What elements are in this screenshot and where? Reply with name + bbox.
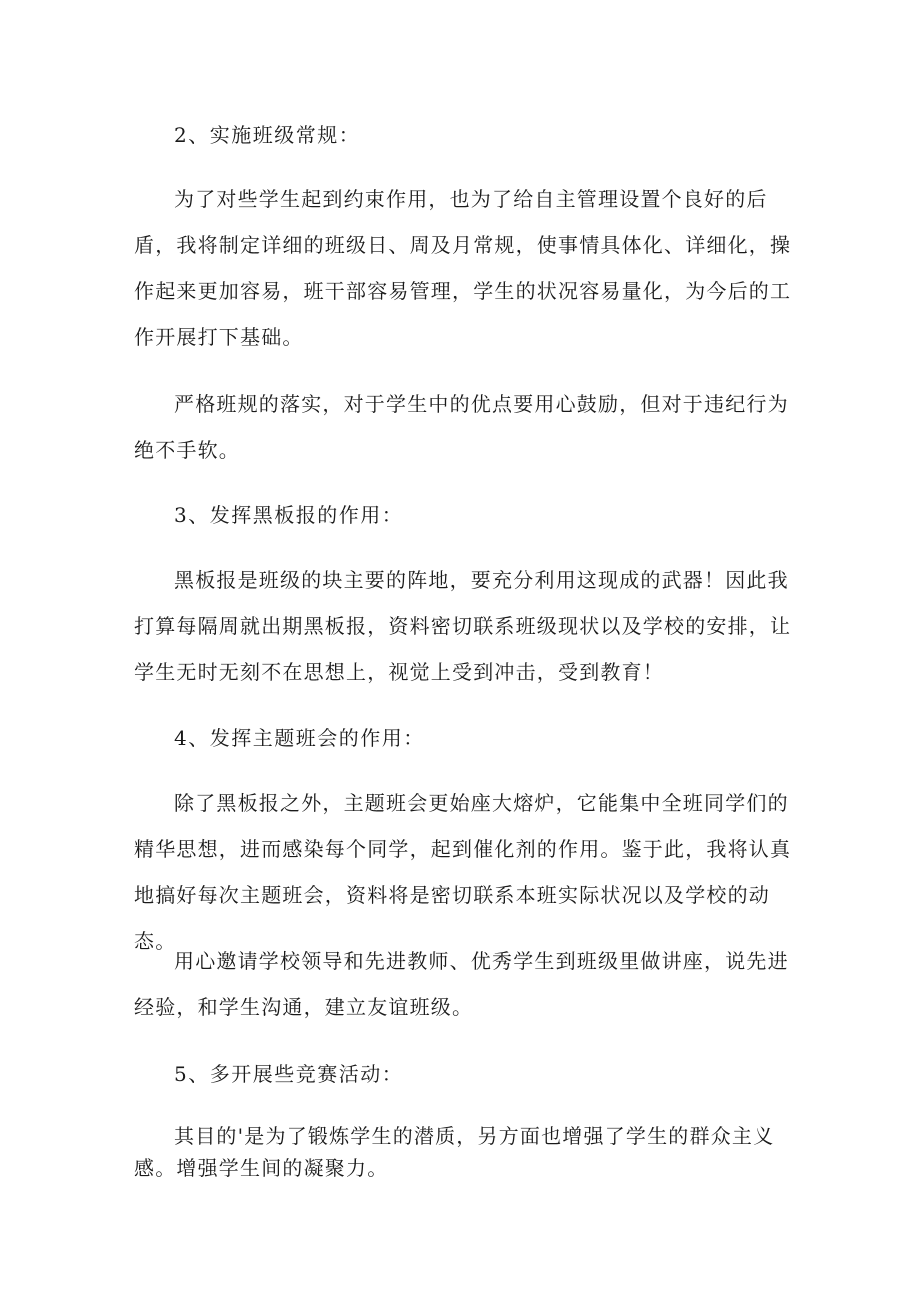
section-heading-4: 4、发挥主题班会的作用： bbox=[174, 726, 425, 750]
paragraph-class-rules: 为了对些学生起到约束作用，也为了给自主管理设置个良好的后盾，我将制定详细的班级日、周及月常规，使事情具体化、详细化，操作起来更加容易，班干部容易管理，学生的状况容易量化，为今后的工作开展打下基础。 bbox=[134, 187, 792, 349]
section-heading-2: 2、实施班级常规： bbox=[174, 123, 361, 147]
paragraph-theme-meeting: 除了黑板报之外，主题班会更始座大熔炉，它能集中全班同学们的精华思想，进而感染每个同学，起到催化剂的作用。鉴于此，我将认真地搞好每次主题班会，资料将是密切联系本班实际状况以及学校的动态。 bbox=[134, 791, 792, 953]
paragraph-competitions: 其目的'是为了锻炼学生的潜质，另方面也增强了学生的群众主义感。增强学生间的凝聚力。 bbox=[134, 1124, 775, 1180]
section-heading-3: 3、发挥黑板报的作用： bbox=[174, 503, 404, 527]
paragraph-invite-lectures: 用心邀请学校领导和先进教师、优秀学生到班级里做讲座，说先进经验，和学生沟通，建立友谊班级。 bbox=[134, 949, 789, 1019]
section-heading-5: 5、多开展些竞赛活动： bbox=[174, 1062, 404, 1086]
paragraph-blackboard: 黑板报是班级的块主要的阵地，要充分利用这现成的武器！因此我打算每隔周就出期黑板报，资料密切联系班级现状以及学校的安排，让学生无时无刻不在思想上，视觉上受到冲击，受到教育！ bbox=[134, 568, 792, 684]
paragraph-strict-rules: 严格班规的落实，对于学生中的优点要用心鼓励，但对于违纪行为绝不手软。 bbox=[134, 392, 789, 462]
